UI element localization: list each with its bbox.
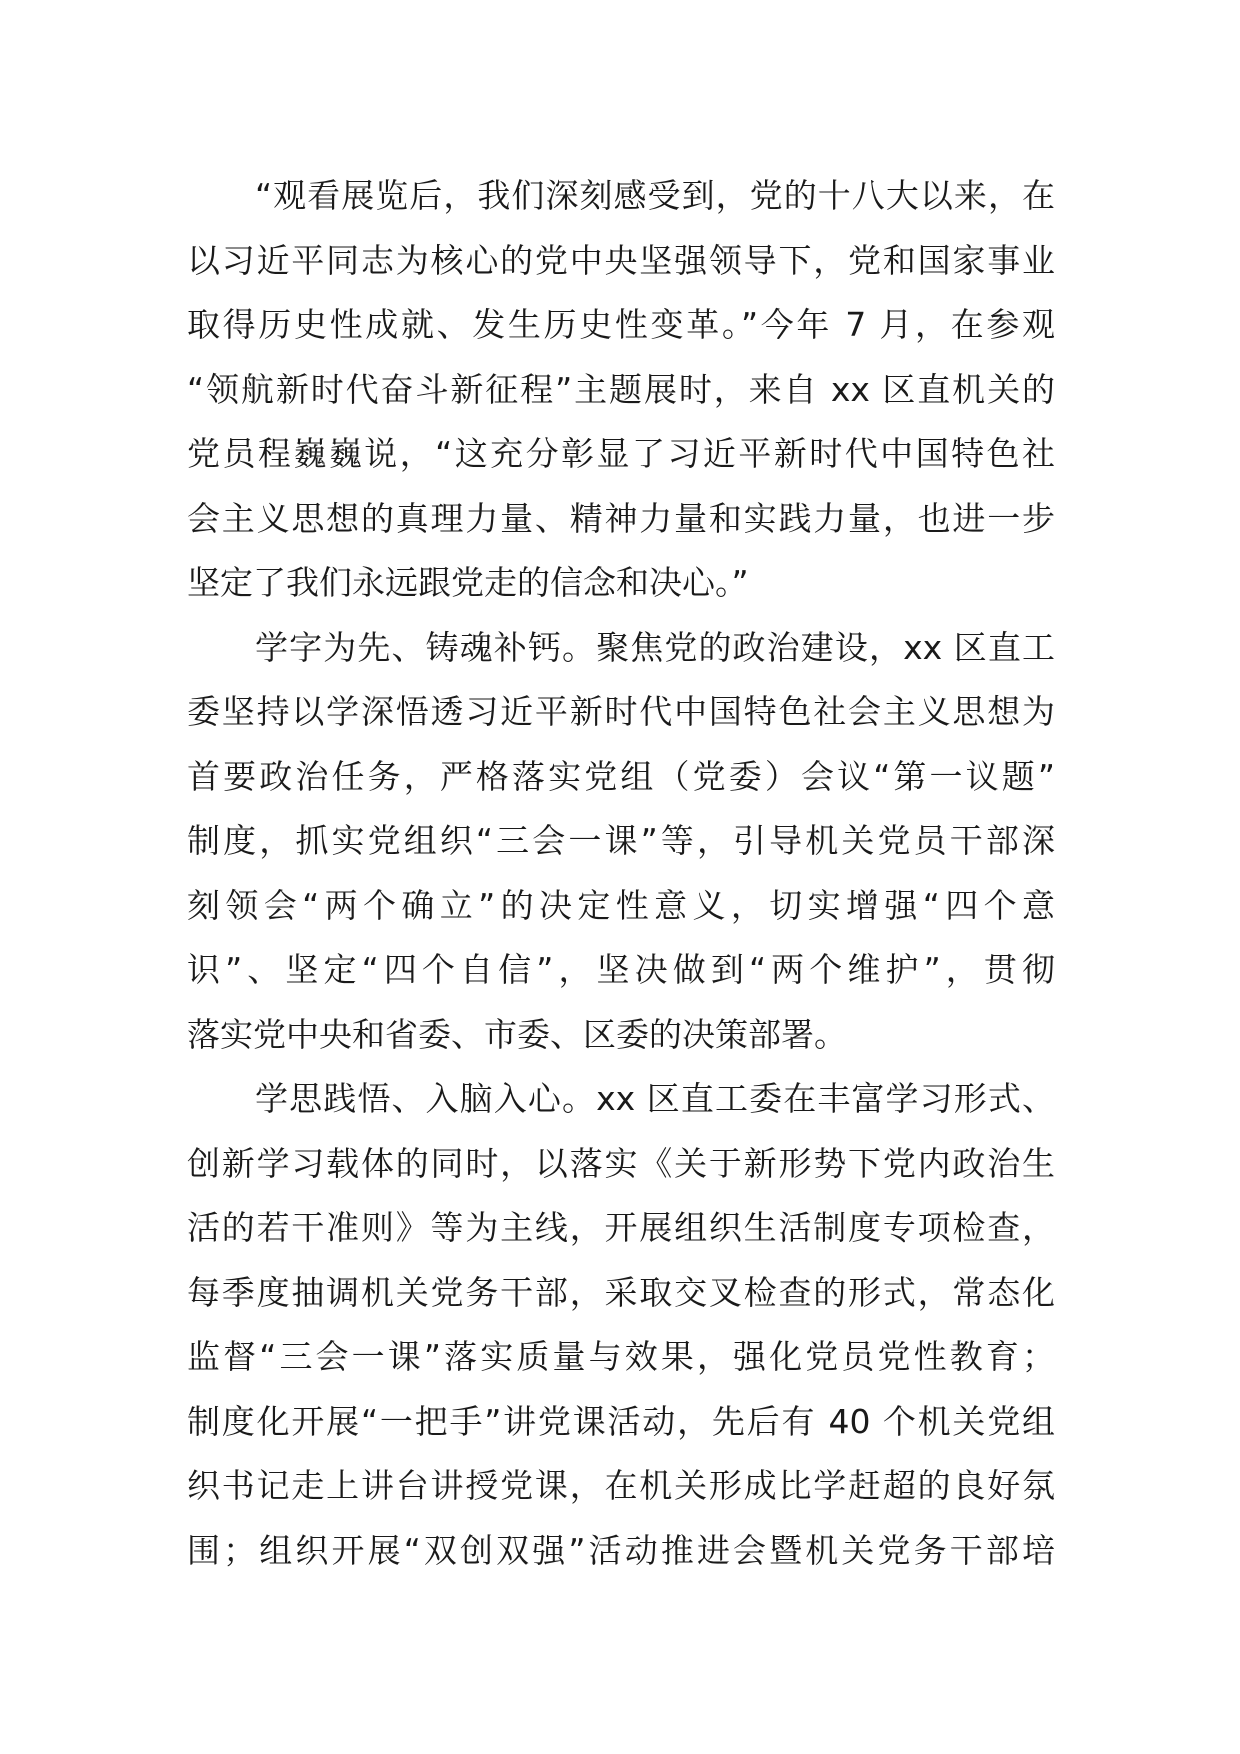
text-line: 坚定了我们永远跟党走的信念和决心。” (187, 563, 749, 602)
text-line: 首要政治任务，严格落实党组（党委）会议“第一议题” (187, 756, 1055, 796)
text-line: 学思践悟、入脑入心。xx 区直工委在丰富学习形式、 (255, 1079, 1055, 1118)
text-line: 学字为先、铸魂补钙。聚焦党的政治建设，xx 区直工 (255, 627, 1055, 667)
text-line: 取得历史性成就、发生历史性变革。”今年 7 月，在参观 (187, 305, 1055, 344)
text-line: 以习近平同志为核心的党中央坚强领导下，党和国家事业 (187, 240, 1055, 280)
text-line: “领航新时代奋斗新征程”主题展时，来自 xx 区直机关的 (187, 369, 1055, 409)
text-line: “观看展览后，我们深刻感受到，党的十八大以来，在 (255, 176, 1055, 215)
text-line: 识”、坚定“四个自信”，坚决做到“两个维护”，贯彻 (187, 950, 1055, 989)
text-line: 刻领会“两个确立”的决定性意义，切实增强“四个意 (187, 885, 1055, 925)
text-line: 委坚持以学深悟透习近平新时代中国特色社会主义思想为 (187, 692, 1055, 731)
text-line: 制度化开展“一把手”讲党课活动，先后有 40 个机关党组 (187, 1401, 1055, 1441)
text-line: 织书记走上讲台讲授党课，在机关形成比学赶超的良好氛 (187, 1466, 1055, 1505)
text-line: 制度，抓实党组织“三会一课”等，引导机关党员干部深 (187, 821, 1055, 860)
text-line: 会主义思想的真理力量、精神力量和实践力量，也进一步 (187, 498, 1055, 538)
text-line: 党员程巍巍说，“这充分彰显了习近平新时代中国特色社 (187, 434, 1055, 473)
text-line: 每季度抽调机关党务干部，采取交叉检查的形式，常态化 (187, 1272, 1055, 1312)
text-line: 活的若干准则》等为主线，开展组织生活制度专项检查， (187, 1208, 1055, 1247)
text-line: 围；组织开展“双创双强”活动推进会暨机关党务干部培 (187, 1530, 1055, 1570)
text-line: 创新学习载体的同时，以落实《关于新形势下党内政治生 (187, 1143, 1055, 1183)
text-line: 落实党中央和省委、市委、区委的决策部署。 (187, 1014, 847, 1054)
text-line: 监督“三会一课”落实质量与效果，强化党员党性教育； (187, 1337, 1055, 1376)
document-body (187, 164, 1055, 1583)
